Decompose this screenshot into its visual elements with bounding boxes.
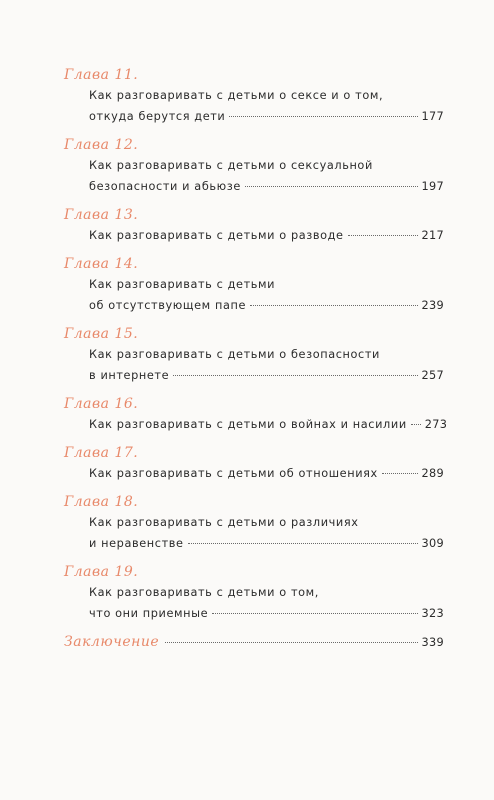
- chapter-title-line: Как разговаривать с детьми: [89, 278, 276, 291]
- dot-leader: [411, 424, 421, 425]
- chapter-entry: [64, 85, 444, 127]
- chapter-title-last-line: об отсутствующем папе: [89, 299, 247, 312]
- toc-chapter-14: [64, 255, 444, 316]
- chapter-title-line: Как разговаривать с детьми о безопасности: [89, 348, 380, 361]
- toc-chapter-18: [64, 493, 444, 554]
- chapter-title-last-line: Как разговаривать с детьми об отношениях: [89, 467, 378, 480]
- chapter-title-row: [89, 603, 444, 624]
- chapter-entry: [64, 344, 444, 386]
- page-number: 239: [421, 299, 444, 312]
- chapter-entry: [64, 155, 444, 197]
- chapter-title-row: [89, 295, 444, 316]
- chapter-title-line: Как разговаривать с детьми о различиях: [89, 516, 359, 529]
- chapter-entry: [64, 225, 444, 246]
- chapter-title-row: [89, 106, 444, 127]
- chapter-label: Глава 11.: [64, 67, 139, 83]
- chapter-label: Глава 17.: [64, 445, 139, 461]
- dot-leader: [229, 116, 417, 117]
- toc-chapter-11: [64, 66, 444, 127]
- toc-chapter-17: [64, 444, 444, 484]
- page-number: 339: [421, 636, 444, 649]
- conclusion-label: Заключение: [64, 634, 160, 650]
- chapter-title-row: [89, 365, 444, 386]
- chapter-title-last-line: в интернете: [89, 369, 170, 382]
- dot-leader: [212, 613, 417, 614]
- chapter-title-line: Как разговаривать с детьми о сексе и о том,: [89, 89, 384, 102]
- dot-leader: [382, 473, 418, 474]
- dot-leader: [348, 235, 418, 236]
- chapter-label: Глава 15.: [64, 326, 139, 342]
- chapter-label: Глава 13.: [64, 207, 139, 223]
- chapter-title-last-line: Как разговаривать с детьми о разводе: [89, 229, 344, 242]
- chapter-entry: [64, 274, 444, 316]
- chapter-title-line: Как разговаривать с детьми о том,: [89, 586, 319, 599]
- chapter-title-last-line: Как разговаривать с детьми о войнах и насилии: [89, 418, 407, 431]
- chapter-label: Глава 16.: [64, 396, 139, 412]
- dot-leader: [245, 186, 418, 187]
- toc-chapter-12: [64, 136, 444, 197]
- table-of-contents: [64, 66, 448, 652]
- page-number: 177: [421, 110, 444, 123]
- chapter-entry: [64, 463, 444, 484]
- toc-chapter-15: [64, 325, 444, 386]
- page-number: 197: [421, 180, 444, 193]
- chapter-title-last-line: безопасности и абьюзе: [89, 180, 241, 193]
- chapter-entry: [64, 414, 448, 435]
- dot-leader: [173, 375, 417, 376]
- chapter-entry: [64, 582, 444, 624]
- chapter-entry: [64, 512, 444, 554]
- page-number: 273: [424, 418, 448, 431]
- page-number: 289: [421, 467, 444, 480]
- toc-conclusion: [64, 633, 444, 652]
- chapter-title-last-line: что они приемные: [89, 607, 209, 620]
- chapter-title-row: [89, 463, 444, 484]
- chapter-title-row: [89, 225, 444, 246]
- chapter-label: Глава 14.: [64, 256, 139, 272]
- chapter-title-row: [89, 533, 444, 554]
- chapter-label: Глава 18.: [64, 494, 139, 510]
- dot-leader: [165, 642, 417, 643]
- chapter-title-row: [89, 176, 444, 197]
- chapter-title-row: [89, 414, 448, 435]
- chapter-title-last-line: откуда берутся дети: [89, 110, 226, 123]
- chapter-label: Глава 19.: [64, 564, 139, 580]
- toc-chapter-16: [64, 395, 448, 435]
- page-number: 257: [421, 369, 444, 382]
- dot-leader: [188, 543, 418, 544]
- page-number: 309: [421, 537, 444, 550]
- page-number: 217: [421, 229, 444, 242]
- page-number: 323: [421, 607, 444, 620]
- toc-chapter-19: [64, 563, 444, 624]
- dot-leader: [250, 305, 417, 306]
- chapter-label: Глава 12.: [64, 137, 139, 153]
- chapter-title-last-line: и неравенстве: [89, 537, 184, 550]
- toc-chapter-13: [64, 206, 444, 246]
- chapter-title-line: Как разговаривать с детьми о сексуальной: [89, 159, 373, 172]
